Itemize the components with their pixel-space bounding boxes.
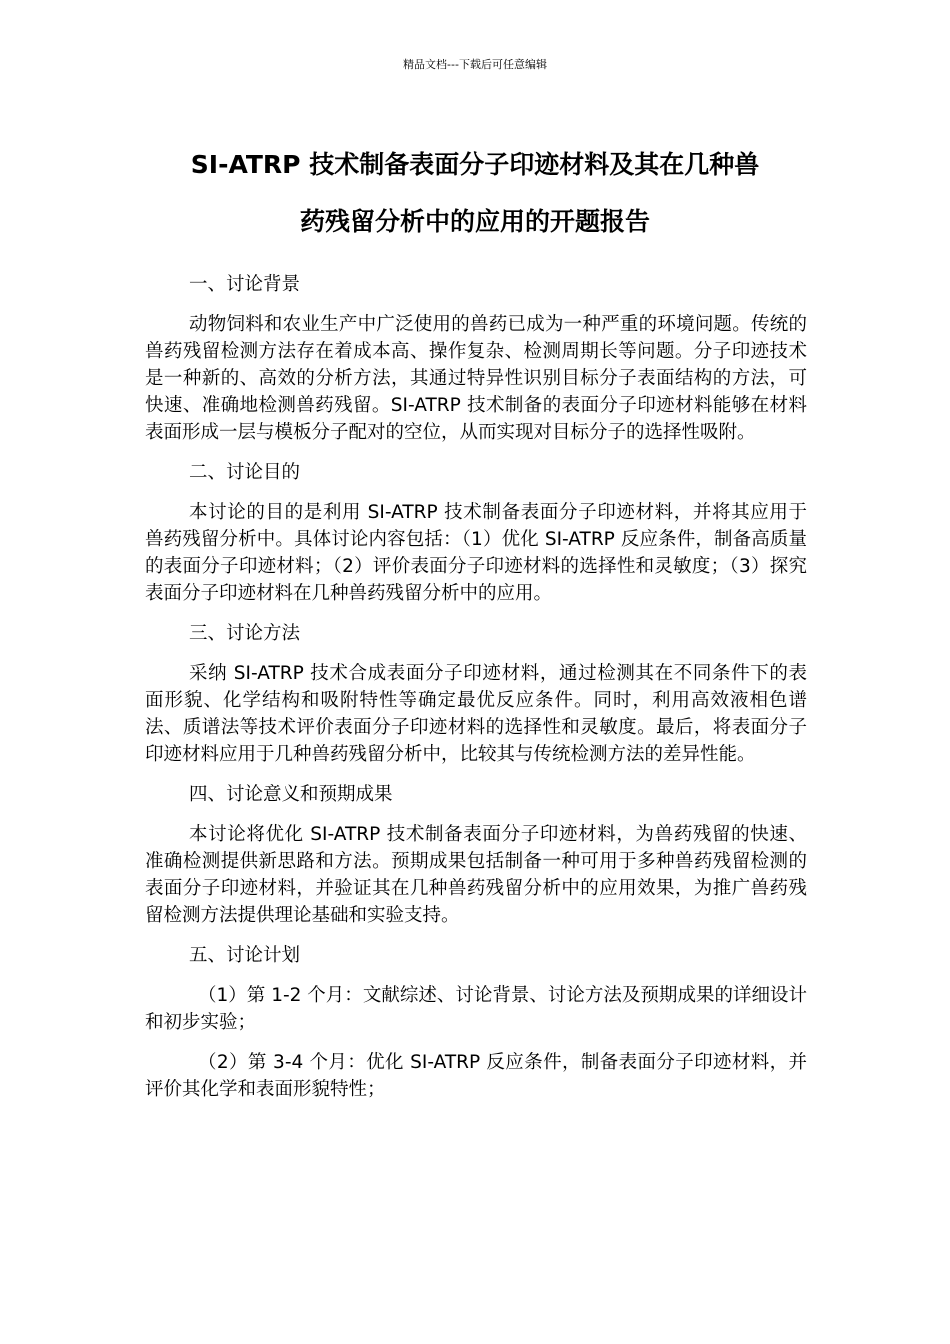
document-body (145, 271, 807, 1116)
document-title (110, 136, 840, 250)
title-line-2: 药残留分析中的应用的开题报告 (299, 207, 650, 236)
section-heading-significance: 四、讨论意义和预期成果 (189, 784, 393, 805)
plan-item: （1）第 1-2 个月：文献综述、讨论背景、讨论方法及预期成果的详细设计和初步实验； (145, 985, 807, 1033)
section-heading-background: 一、讨论背景 (189, 274, 301, 295)
section-body-purpose: 本讨论的目的是利用 SI-ATRP 技术制备表面分子印迹材料，并将其应用于兽药残留分析中。具体讨论内容包括：（1）优化 SI-ATRP 反应条件，制备高质量的表面分子印迹材料；（2）评价表面分子印迹材料的选择性和灵敏度；（3）探究表面分子印迹材料在几种兽药残留分析中的应用。 (145, 502, 807, 604)
title-line-1: SI-ATRP 技术制备表面分子印迹材料及其在几种兽 (190, 150, 760, 179)
plan-item: （2）第 3-4 个月：优化 SI-ATRP 反应条件，制备表面分子印迹材料，并评价其化学和表面形貌特性； (145, 1052, 807, 1100)
section-body-background: 动物饲料和农业生产中广泛使用的兽药已成为一种严重的环境问题。传统的兽药残留检测方法存在着成本高、操作复杂、检测周期长等问题。分子印迹技术是一种新的、高效的分析方法，其通过特异性识别目标分子表面结构的方法，可快速、准确地检测兽药残留。SI-ATRP 技术制备的表面分子印迹材料能够在材料表面形成一层与模板分子配对的空位，从而实现对目标分子的选择性吸附。 (145, 314, 807, 443)
section-heading-purpose: 二、讨论目的 (189, 462, 301, 483)
section-body-method: 采纳 SI-ATRP 技术合成表面分子印迹材料，通过检测其在不同条件下的表面形貌、化学结构和吸附特性等确定最优反应条件。同时，利用高效液相色谱法、质谱法等技术评价表面分子印迹材料的选择性和灵敏度。最后，将表面分子印迹材料应用于几种兽药残留分析中，比较其与传统检测方法的差异性能。 (145, 663, 807, 765)
page-header: 精品文档---下载后可任意编辑 (403, 58, 547, 71)
section-body-significance: 本讨论将优化 SI-ATRP 技术制备表面分子印迹材料，为兽药残留的快速、准确检测提供新思路和方法。预期成果包括制备一种可用于多种兽药残留检测的表面分子印迹材料，并验证其在几种兽药残留分析中的应用效果，为推广兽药残留检测方法提供理论基础和实验支持。 (145, 824, 807, 926)
section-heading-method: 三、讨论方法 (189, 623, 301, 644)
section-heading-plan: 五、讨论计划 (189, 945, 301, 966)
